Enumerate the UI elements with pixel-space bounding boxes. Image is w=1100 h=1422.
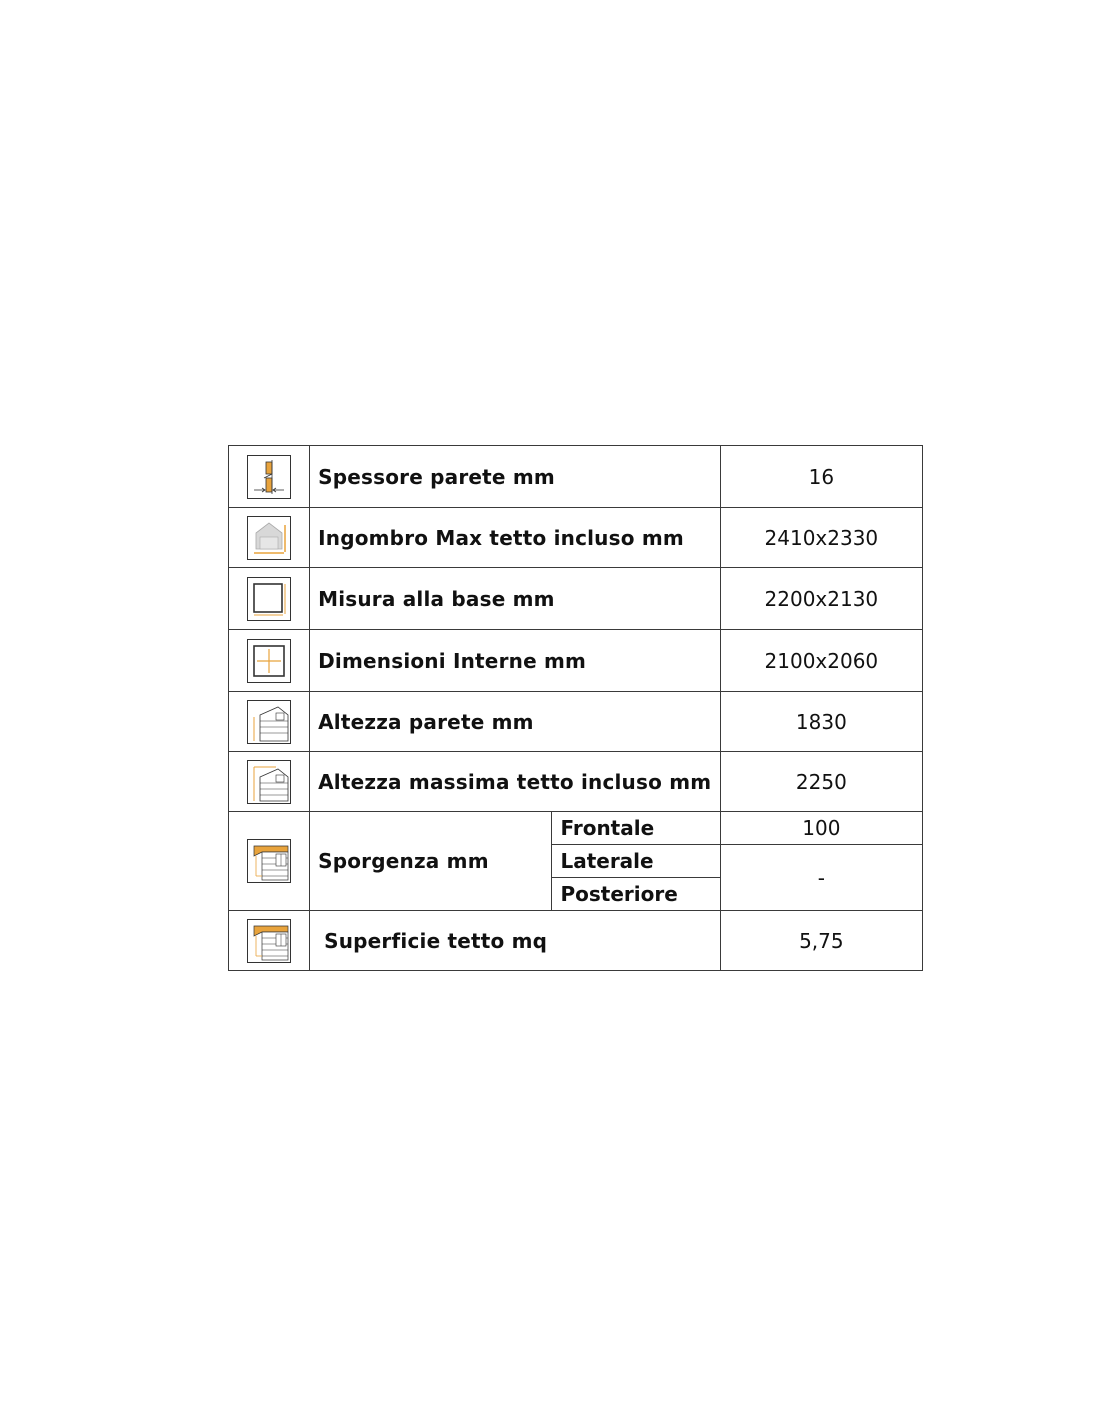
overhang-front-value: 100: [720, 812, 922, 845]
row-value: 5,75: [720, 911, 922, 971]
row-value: 1830: [720, 692, 922, 752]
row-label: Ingombro Max tetto incluso mm: [310, 508, 721, 568]
internal-dimensions-icon: [247, 639, 291, 683]
row-value: 2200x2130: [720, 568, 922, 630]
row-value: 2100x2060: [720, 630, 922, 692]
table-row: [229, 911, 923, 971]
overhang-side-label: Laterale: [552, 845, 720, 878]
row-label: Sporgenza mm: [310, 812, 552, 911]
roof-overhang-icon: [247, 839, 291, 883]
base-size-icon: [247, 577, 291, 621]
table-row: [229, 508, 923, 568]
max-footprint-icon: [247, 516, 291, 560]
table-row: [229, 752, 923, 812]
max-height-icon: [247, 760, 291, 804]
overhang-front-label: Frontale: [552, 812, 720, 845]
wall-thickness-icon: [247, 455, 291, 499]
table-row: [229, 630, 923, 692]
row-label: Altezza parete mm: [310, 692, 721, 752]
row-value: 2410x2330: [720, 508, 922, 568]
overhang-rear-label: Posteriore: [552, 878, 720, 911]
table-row: [229, 446, 923, 508]
spec-table: [228, 445, 923, 971]
wall-height-icon: [247, 700, 291, 744]
row-label: Superficie tetto mq: [310, 911, 721, 971]
row-label: Dimensioni Interne mm: [310, 630, 721, 692]
roof-area-icon: [247, 919, 291, 963]
table-row: [229, 568, 923, 630]
table-row: [229, 812, 923, 845]
row-value: 16: [720, 446, 922, 508]
table-row: [229, 692, 923, 752]
row-value: 2250: [720, 752, 922, 812]
row-label: Altezza massima tetto incluso mm: [310, 752, 721, 812]
overhang-side-rear-value: -: [720, 845, 922, 911]
row-label: Misura alla base mm: [310, 568, 721, 630]
row-label: Spessore parete mm: [310, 446, 721, 508]
